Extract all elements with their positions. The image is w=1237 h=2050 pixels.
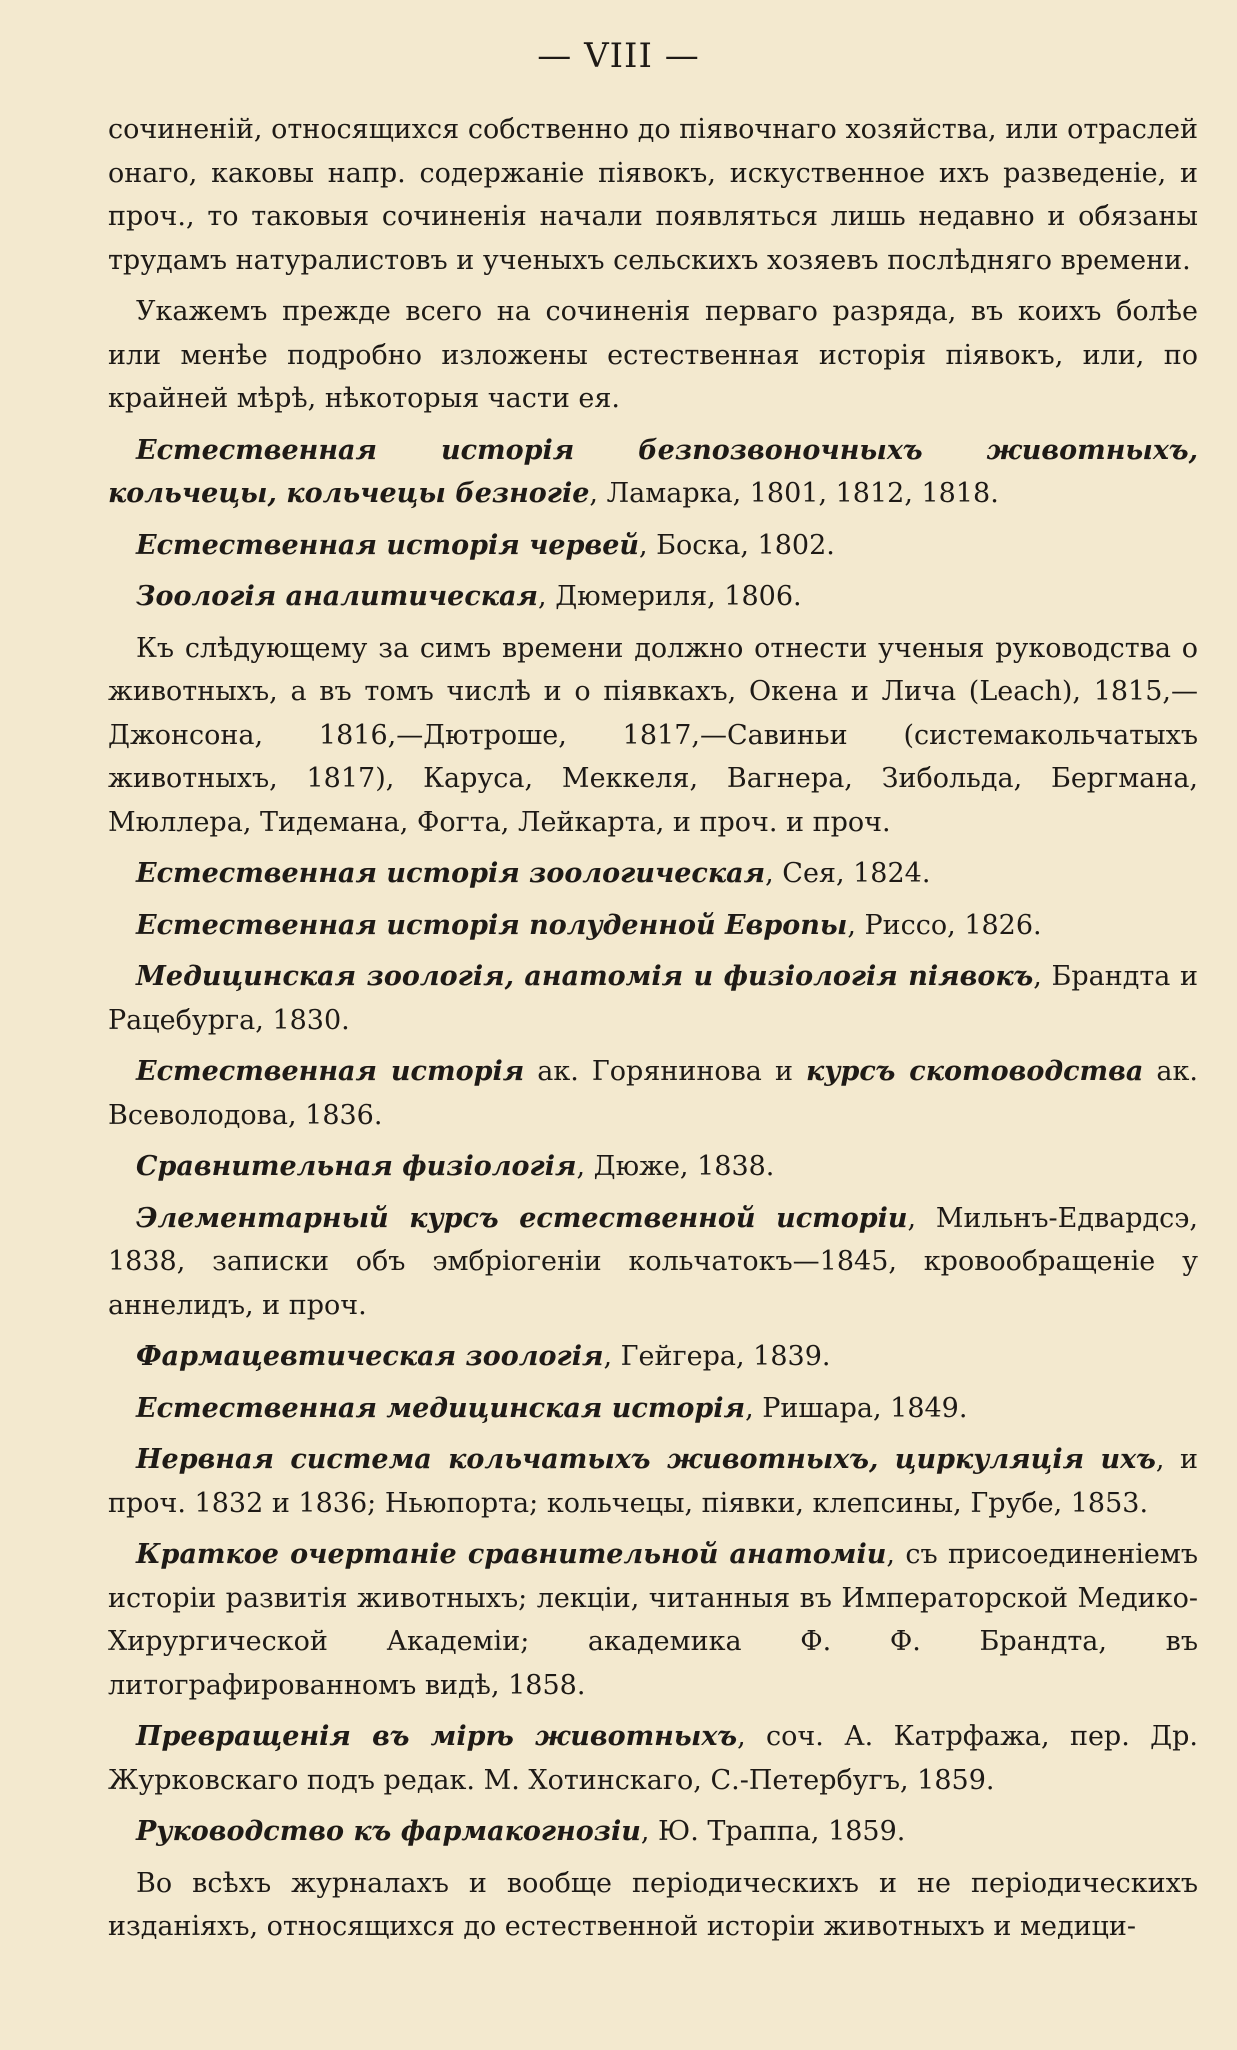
body-text-segment: Къ слѣдующему за симъ времени должно отнести ученыя руководства о животныхъ, а въ томъ числѣ и о піявкахъ, Окена и Лича (Leach), 1815,—Джонсона, 1816,—Дютроше, 1817,—Савиньи (системакольчатыхъ животныхъ, 1817), Каруса, Меккеля, Вагнера, Зибольда, Бергмана, Мюллера, Тидемана, Фогта, Лейкарта, и проч. и проч. (108, 632, 1198, 838)
italic-title-text: Естественная исторія (136, 1056, 525, 1087)
body-text-segment: Во всѣхъ журналахъ и вообще періодическихъ и не періодическихъ изданіяхъ, относящихся до естественной исторіи животныхъ и медици- (108, 1867, 1198, 1942)
paragraph (108, 1862, 1198, 1949)
paragraph (108, 429, 1198, 516)
italic-title-text: курсъ скотоводства (806, 1056, 1144, 1087)
italic-title-text: Руководство къ фармакогнозіи (136, 1816, 641, 1847)
paragraph (108, 1197, 1198, 1328)
page-body (108, 108, 1198, 1957)
body-text-segment: , и проч. 1832 и 1836; Ньюпорта; кольчецы, піявки, клепсины, Грубе, 1853. (108, 1444, 1198, 1519)
body-text-segment: , Дюже, 1838. (576, 1151, 775, 1182)
body-text-segment: , съ присоединеніемъ исторіи развитія животныхъ; лекціи, читанныя въ Императорской Медико-Хирургической Академіи; академика Ф. Ф. Брандта, въ литографированномъ видѣ, 1858. (108, 1539, 1198, 1701)
body-text-segment: , Дюмериля, 1806. (538, 581, 802, 612)
body-text-segment: Укажемъ прежде всего на сочиненія перваго разряда, въ коихъ болѣе или менѣе подробно изложены естественная исторія піявокъ, или, по крайней мѣрѣ, нѣкоторыя части ея. (108, 296, 1198, 414)
body-text-segment: , Гейгера, 1839. (603, 1341, 831, 1372)
body-text-segment: , Брандта и Рацебурга, 1830. (108, 961, 1199, 1036)
body-text-segment: , Ю. Траппа, 1859. (640, 1816, 906, 1847)
paragraph (108, 1050, 1198, 1137)
paragraph (108, 524, 1198, 568)
paragraph (108, 627, 1198, 845)
body-text-segment: , Риссо, 1826. (847, 909, 1042, 941)
italic-title-text: Медицинская зоологія, анатомія и физіологія піявокъ (136, 961, 1034, 992)
body-text-segment: , Мильнъ-Едвардсэ, 1838, записки объ эмбріогеніи кольчатокъ—1845, кровообращеніе у аннелидъ, и проч. (108, 1202, 1199, 1321)
paragraph (108, 1387, 1198, 1431)
body-text-segment: ак. Всеволодова, 1836. (108, 1056, 1198, 1131)
italic-title-text: Превращенія въ мірѣ животныхъ (136, 1721, 738, 1752)
paragraph (108, 1438, 1198, 1525)
italic-title-text: Естественная медицинская исторія (136, 1392, 746, 1424)
italic-title-text: Сравнительная физіологія (136, 1151, 577, 1182)
italic-title-text: Естественная исторія безпозвоночныхъ животныхъ, кольчецы, кольчецы безногіе (108, 434, 1198, 509)
page-header-number: — VIII — (537, 36, 700, 76)
paragraph (108, 852, 1198, 896)
italic-title-text: Естественная исторія полуденной Европы (136, 909, 848, 941)
body-text-segment: , Ришара, 1849. (745, 1392, 968, 1424)
italic-title-text: Естественная исторія червей (136, 529, 640, 561)
paragraph (108, 575, 1198, 619)
body-text-segment: , Боска, 1802. (639, 529, 835, 561)
italic-title-text: Нервная система кольчатыхъ животныхъ, циркуляція ихъ (136, 1444, 1156, 1475)
paragraph (108, 1715, 1198, 1802)
italic-title-text: Естественная исторія зоологическая (136, 858, 766, 889)
italic-title-text: Элементарный курсъ естественной исторіи (136, 1202, 908, 1234)
italic-title-text: Зоологія аналитическая (136, 581, 539, 612)
paragraph (108, 108, 1198, 282)
paragraph (108, 1810, 1198, 1854)
body-text-segment: сочиненій, относящихся собственно до піявочнаго хозяйства, или отраслей онаго, каковы напр. содержаніе піявокъ, искуственное ихъ разведеніе, и проч., то таковыя сочиненія начали появляться лишь недавно и обязаны трудамъ натуралистовъ и ученыхъ сельскихъ хозяевъ послѣдняго времени. (108, 114, 1198, 276)
paragraph (108, 290, 1198, 421)
italic-title-text: Краткое очертаніе сравнительной анатоміи (136, 1539, 887, 1570)
body-text-segment: , Сея, 1824. (765, 858, 931, 889)
paragraph (108, 904, 1198, 948)
italic-title-text: Фармацевтическая зоологія (136, 1341, 604, 1372)
body-text-segment: , Ламарка, 1801, 1812, 1818. (589, 478, 999, 509)
body-text-segment: , соч. А. Катрфажа, пер. Др. Журковскаго подъ редак. М. Хотинскаго, С.-Петербугъ, 1859. (108, 1721, 1198, 1796)
paragraph (108, 1145, 1198, 1189)
body-text-segment: ак. Горянинова и (524, 1056, 807, 1087)
paragraph (108, 1533, 1198, 1707)
paragraph (108, 1335, 1198, 1379)
paragraph (108, 955, 1198, 1042)
